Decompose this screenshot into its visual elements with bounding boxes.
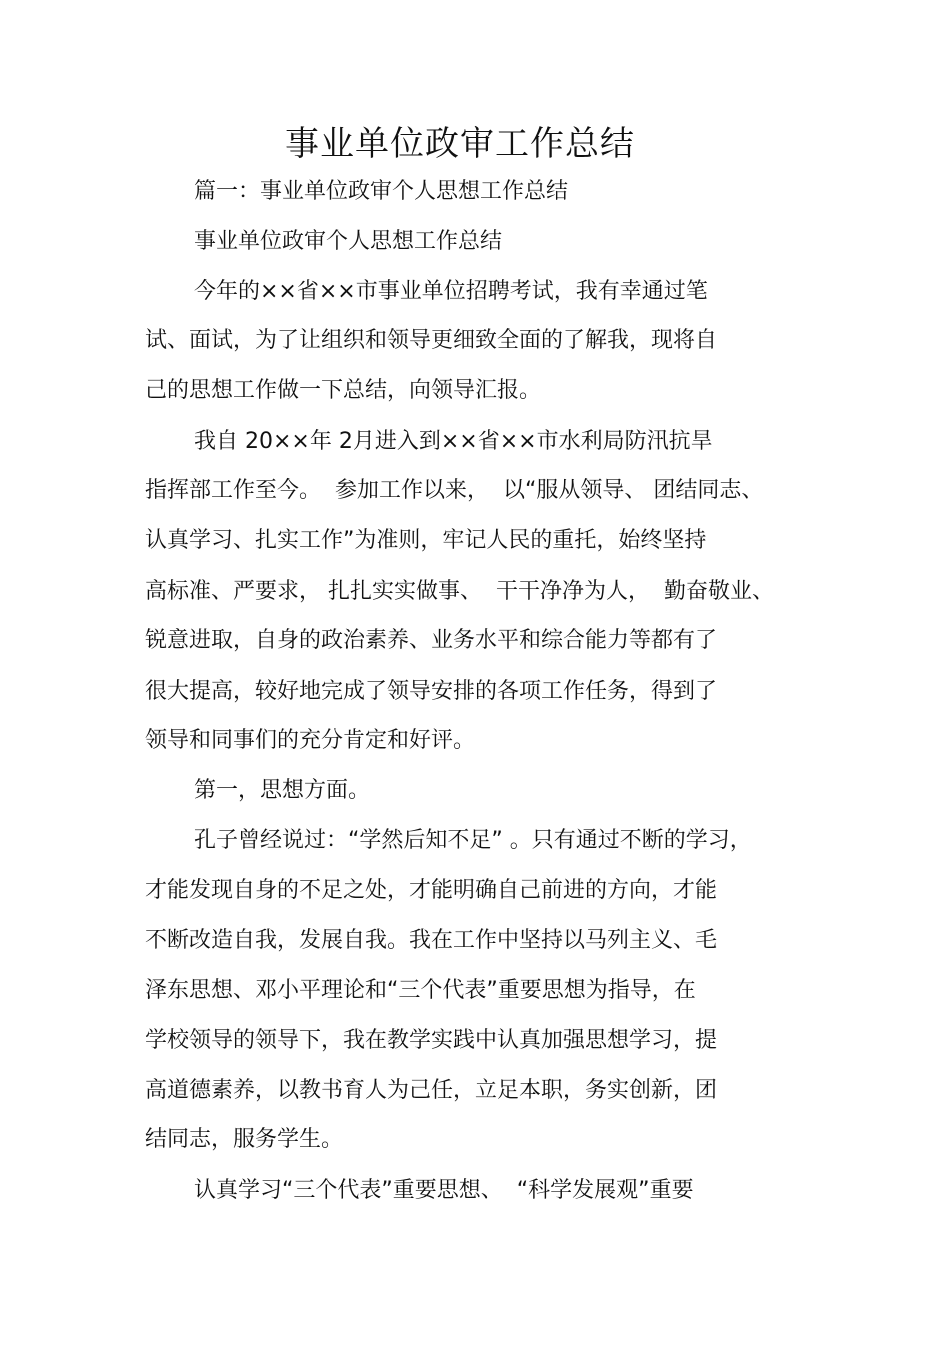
text-line: 高标准、严要求， 扎扎实实做事、 干干净净为人， 勤奋敬业、 [145,579,774,604]
text-line: 锐意进取，自身的政治素养、业务水平和综合能力等都有了 [145,628,718,653]
text-line: 认真学习、扎实工作”为准则，牢记人民的重托，始终坚持 [145,528,707,553]
document-title: 事业单位政审工作总结 [285,124,635,164]
text-line: 指挥部工作至今。 参加工作以来， 以“服从领导、 团结同志、 [145,478,764,503]
text-line: 事业单位政审个人思想工作总结 [194,229,503,254]
text-line: 不断改造自我，发展自我。我在工作中坚持以马列主义、毛 [145,928,718,953]
text-line: 学校领导的领导下，我在教学实践中认真加强思想学习，提 [145,1028,718,1053]
text-line: 己的思想工作做一下总结，向领导汇报。 [145,378,542,403]
text-line: 试、面试，为了让组织和领导更细致全面的了解我，现将自 [145,328,718,353]
text-line: 泽东思想、邓小平理论和“三个代表”重要思想为指导，在 [145,978,696,1003]
text-line: 第一，思想方面。 [194,778,371,803]
text-line: 我自 20××年 2月进入到××省××市水利局防汛抗旱 [194,429,713,454]
text-line: 篇一：事业单位政审个人思想工作总结 [194,179,569,204]
text-line: 领导和同事们的充分肯定和好评。 [145,728,476,753]
text-line: 孔子曾经说过：“学然后知不足” 。只有通过不断的学习， [194,828,752,853]
text-line: 认真学习“三个代表”重要思想、 “科学发展观”重要 [194,1178,694,1203]
text-line: 很大提高，较好地完成了领导安排的各项工作任务，得到了 [145,679,718,704]
text-line: 才能发现自身的不足之处，才能明确自己前进的方向，才能 [145,878,718,903]
text-line: 结同志，服务学生。 [145,1127,344,1152]
text-line: 高道德素养，以教书育人为己任，立足本职，务实创新，团 [145,1078,718,1103]
text-line: 今年的××省××市事业单位招聘考试，我有幸通过笔 [194,279,708,304]
